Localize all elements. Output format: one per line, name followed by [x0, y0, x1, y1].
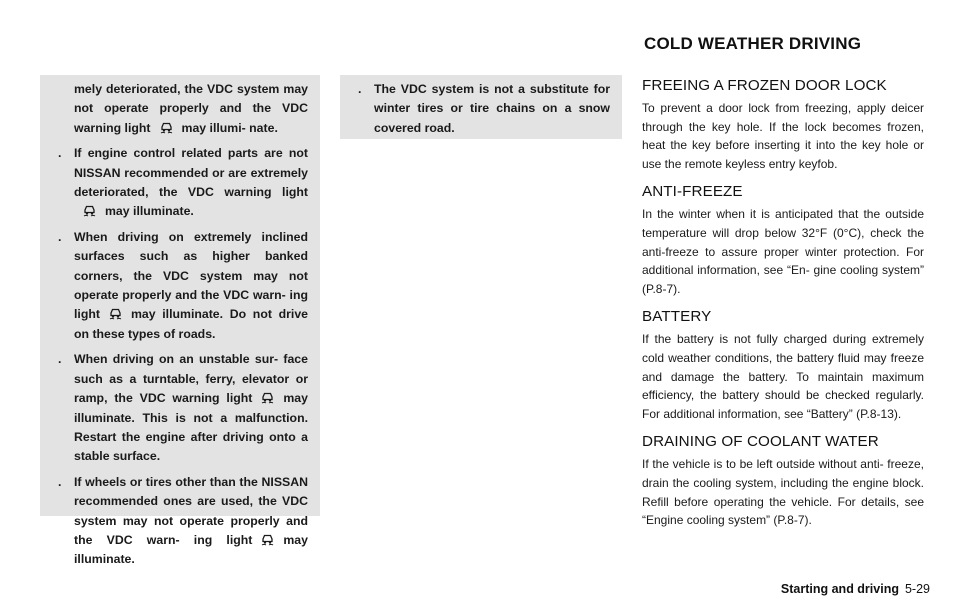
warning-text: The VDC system is not a substitute for winter tires or tire chains on a snow covered road.	[374, 82, 610, 135]
page-footer	[781, 582, 930, 596]
warning-box-winter-tires	[340, 75, 622, 139]
bullet: .	[58, 146, 62, 161]
bullet: .	[58, 352, 62, 367]
warning-box-vdc	[40, 75, 320, 567]
section-battery	[642, 306, 924, 423]
section-anti-freeze	[642, 181, 924, 298]
warning-item	[40, 144, 308, 222]
warning-item	[340, 80, 610, 138]
footer-chapter: Starting and driving	[780, 582, 899, 596]
cold-weather-sections	[642, 75, 924, 538]
bullet: .	[58, 474, 62, 489]
warning-item	[40, 350, 308, 466]
vdc-warning-light-icon	[108, 306, 123, 320]
text-after-icon: may illuminate.	[74, 532, 308, 567]
section-body: If the battery is not fully charged during extremely cold weather conditions, the battery fluid may freeze and damage the battery. To maintain maximum efficiency, the battery should be checked regularly. For additional information, see “Battery” (P.8-13).	[642, 332, 924, 421]
text-after-icon: may illuminate. This is not a malfunction. Restart the engine after driving onto a stable surface.	[74, 391, 308, 464]
section-heading: FREEING A FROZEN DOOR LOCK	[642, 77, 887, 94]
section-body: If the vehicle is to be left outside without anti- freeze, drain the cooling system, including the engine block. Refill before operating the vehicle. For details, see “Engine cooling system” (P.8-7).	[642, 457, 924, 528]
warning-continued-text	[40, 75, 308, 138]
text-before-icon: If engine control related parts are not NISSAN recommended or are extremely deteriorated, the VDC warning light	[74, 146, 308, 200]
text-before-icon: mely deteriorated, the VDC system may not operate properly and the VDC warning light	[74, 82, 308, 135]
text-before-icon: When driving on an unstable sur- face such as a turntable, ferry, elevator or ramp, the VDC warning light	[74, 352, 308, 406]
text-after-icon: may illumi- nate.	[181, 120, 278, 135]
vdc-warning-light-icon	[82, 203, 97, 217]
text-after-icon: may illuminate. Do not drive on these types of roads.	[74, 307, 308, 341]
section-header: COLD WEATHER DRIVING	[644, 34, 862, 53]
text-before-icon: When driving on extremely inclined surfaces such as higher banked corners, the VDC system may not operate properly and the VDC warn- ing light	[74, 229, 308, 322]
bullet: .	[358, 82, 362, 96]
bullet: .	[58, 229, 62, 244]
section-heading: ANTI-FREEZE	[642, 183, 743, 201]
warning-item	[40, 473, 308, 570]
section-heading: BATTERY	[642, 308, 712, 326]
text-before-icon: If wheels or tires other than the NISSAN recommended ones are used, the VDC system may not operate properly and the VDC warn- ing light	[74, 474, 308, 547]
text-after-icon: may illuminate.	[105, 204, 194, 219]
warning-item	[40, 228, 308, 344]
section-body: In the winter when it is anticipated that the outside temperature will drop below 32°F (0°C), check the anti-freeze to assure proper winter protection. For additional information, see “En- gine cooling system” (P.8-7).	[642, 207, 924, 296]
vdc-warning-light-icon	[260, 532, 275, 546]
vdc-warning-light-icon	[159, 120, 174, 134]
section-frozen-door-lock	[642, 75, 924, 173]
vdc-warning-light-icon	[260, 390, 275, 404]
section-heading: DRAINING OF COOLANT WATER	[642, 433, 879, 451]
section-draining-coolant	[642, 431, 924, 529]
section-body: To prevent a door lock from freezing, apply deicer through the key hole. If the lock becomes frozen, heat the key before inserting it into the key hole or use the remote keyless entry keyfob.	[642, 101, 924, 171]
page-number: 5-29	[904, 582, 930, 596]
